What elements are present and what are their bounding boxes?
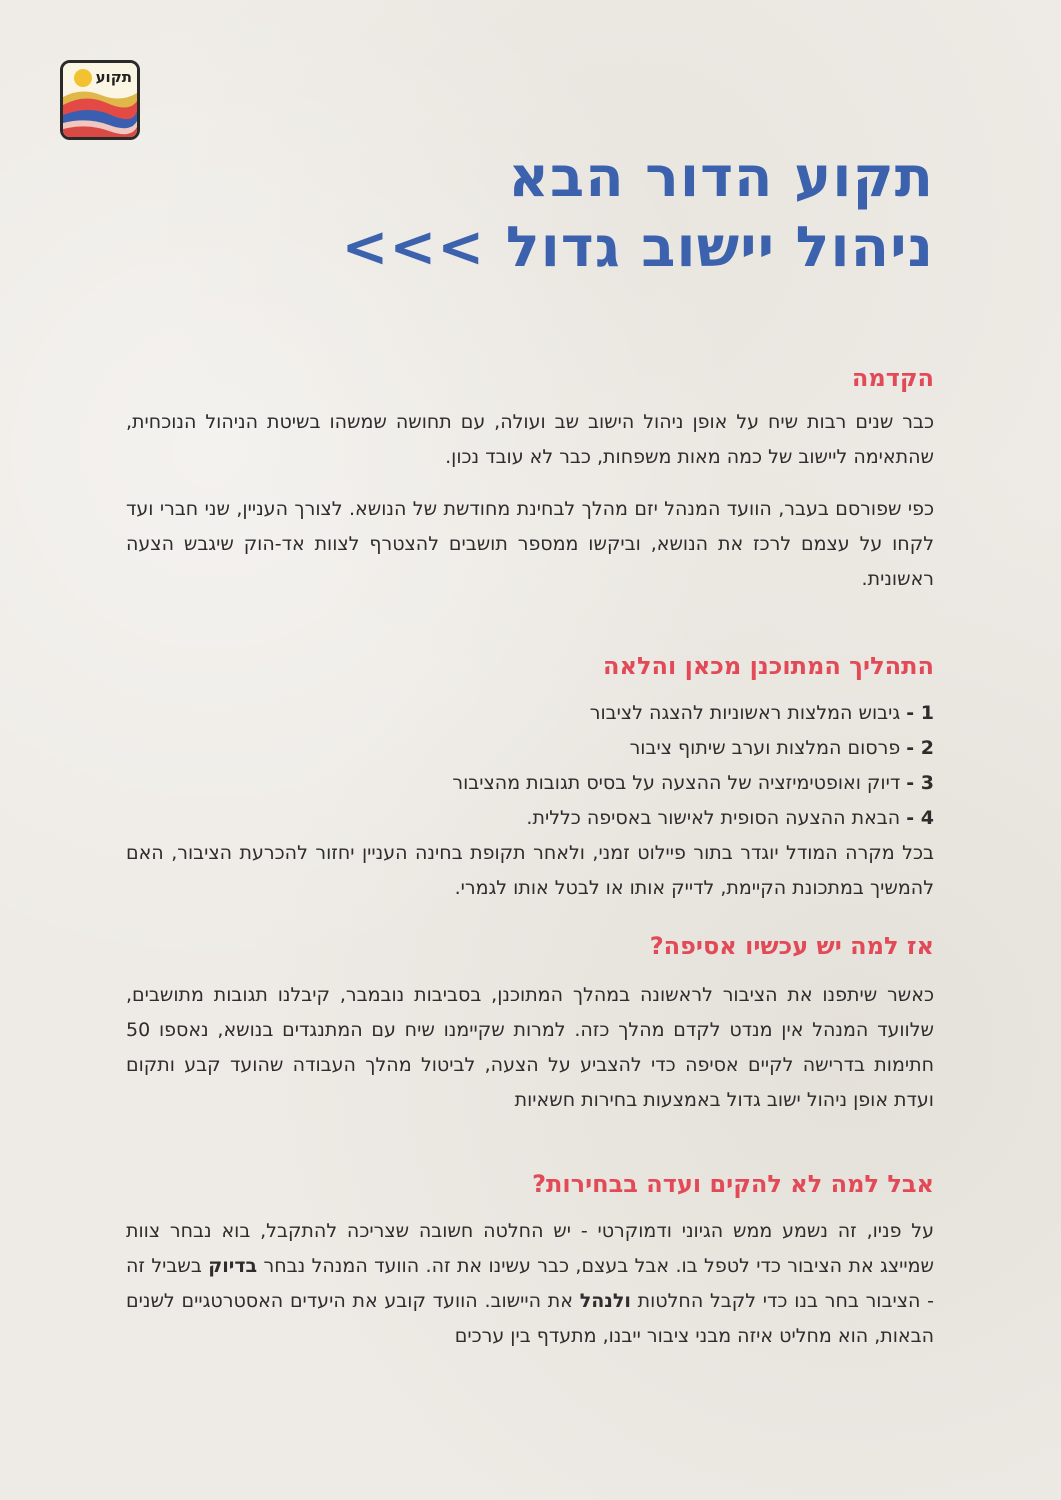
- logo-text: תקוע: [95, 68, 132, 86]
- assembly-section: [126, 930, 934, 1118]
- intro-heading: הקדמה: [851, 364, 934, 392]
- intro-section: [126, 362, 934, 597]
- assembly-paragraph: כאשר שיתפנו את הציבור לראשונה במהלך המתוכנן, בסביבות נובמבר, קיבלנו תגובות מתושבים, שלוועד המנהל אין מנדט לקדם מהלך כזה. למרות שקיימנו שיח עם המתנגדים בנושא, נאספו 50 חתימות בדרישה לקיים אסיפה כדי להצביע על הצעה, לביטול מהלך העבודה שהועד קבע ותקום ועדת אופן ניהול ישוב גדול באמצעות בחירות חשאיות: [126, 984, 934, 1111]
- list-item: 1 - גיבוש המלצות ראשוניות להצגה לציבור: [589, 702, 934, 724]
- process-note: בכל מקרה המודל יוגדר בתור פיילוט זמני, ולאחר תקופת בחינה העניין יחזור להכרעת הציבור, האם להמשיך במתכונת הקיימת, לדייק אותו או לבטל אותו לגמרי.: [126, 842, 934, 899]
- process-section: [126, 650, 934, 906]
- assembly-heading: אז למה יש עכשיו אסיפה?: [649, 932, 934, 960]
- page-title: [341, 143, 934, 283]
- committee-section: [126, 1168, 934, 1354]
- hills-sun-logo-icon: [60, 60, 140, 140]
- list-item: 3 - דיוק ואופטימיזציה של ההצעה על בסיס תגובות מהציבור: [452, 772, 934, 794]
- intro-paragraph-2: כפי שפורסם בעבר, הוועד המנהל יזם מהלך לבחינת מחודשת של הנושא. לצורך העניין, שני חברי ועד לקחו על עצמם לרכז את הנושא, וביקשו ממספר תושבים להצטרף לצוות אד-הוק שיגבש הצעה ראשונית.: [126, 498, 934, 590]
- bold-word: ולנהל: [579, 1290, 631, 1312]
- title-line-2: ניהול יישוב גדול >>>: [341, 215, 934, 280]
- list-item: 2 - פרסום המלצות וערב שיתוף ציבור: [629, 737, 934, 759]
- list-item: 4 - הבאת ההצעה הסופית לאישור באסיפה כללית.: [526, 807, 934, 829]
- intro-paragraph-1: כבר שנים רבות שיח על אופן ניהול הישוב שב ועולה, עם תחושה שמשהו בשיטת הניהול הנוכחית, שהתאימה ליישוב של כמה מאות משפחות, כבר לא עובד נכון.: [126, 411, 934, 468]
- committee-paragraph: על פניו, זה נשמע ממש הגיוני ודמוקרטי - יש החלטה חשובה שצריכה להתקבל, בוא נבחר צוות שמייצג את הציבור כדי לטפל בו. אבל בעצם, כבר עשינו את זה. הוועד המנהל נבחר בדיוק בשביל זה - הציבור בחר בנו כדי לקבל החלטות ולנהל את היישוב. הוועד קובע את היעדים האסטרטגיים לשנים הבאות, הוא מחליט איזה מבני ציבור ייבנו, מתעדף בין ערכים: [126, 1220, 935, 1347]
- process-steps-list: [126, 696, 934, 836]
- committee-heading: אבל למה לא להקים ועדה בבחירות?: [532, 1170, 934, 1198]
- process-heading: התהליך המתוכנן מכאן והלאה: [603, 652, 934, 680]
- bold-word: בדיוק: [208, 1255, 258, 1277]
- title-line-1: תקוע הדור הבא: [508, 145, 934, 210]
